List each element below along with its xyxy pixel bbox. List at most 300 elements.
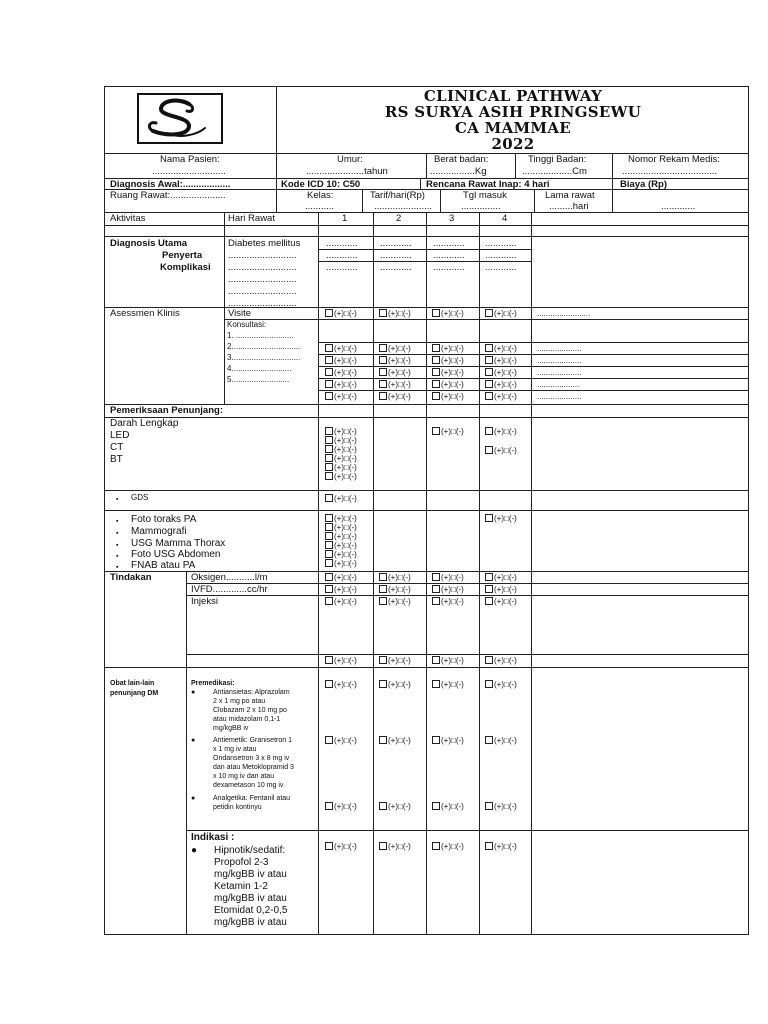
checkbox-plus-minus[interactable] [432,344,464,354]
checkbox-plus-minus[interactable] [379,368,411,378]
checkbox-square-icon[interactable] [379,597,387,605]
checkbox-plus-minus[interactable] [379,656,411,666]
checkbox-plus-minus[interactable] [325,597,357,607]
checkbox-square-icon[interactable] [379,368,387,376]
nama-pasien-label: Nama Pasien: [160,154,220,165]
checkbox-plus-minus[interactable] [325,842,357,852]
berat-badan-field[interactable]: .................Kg [430,166,487,177]
checkbox-square-icon[interactable] [325,523,333,531]
checkbox-plus-minus[interactable] [379,597,411,607]
biaya-field[interactable]: ............. [661,201,696,212]
checkbox-square-icon[interactable] [325,309,333,317]
row-line [318,366,749,367]
visite-label: Visite [228,308,252,319]
checkbox-square-icon[interactable] [325,585,333,593]
checkbox-square-icon[interactable] [485,585,493,593]
checkbox-label: (+)□(-) [441,802,464,811]
checkbox-square-icon[interactable] [432,597,440,605]
checkbox-square-icon[interactable] [379,380,387,388]
checkbox-plus-minus[interactable] [485,802,517,812]
checkbox-label: (+)□(-) [334,445,357,454]
imaging-item: FNAB atau PA [131,560,196,571]
diagnosis-item[interactable]: .......................... [228,274,297,285]
checkbox-plus-minus[interactable] [379,344,411,354]
checkbox-label: (+)□(-) [334,573,357,582]
checkbox-plus-minus[interactable] [379,680,411,690]
checkbox-label: (+)□(-) [388,842,411,851]
checkbox-square-icon[interactable] [325,597,333,605]
umur-label: Umur: [337,154,363,165]
day-4: 4 [502,213,508,224]
checkbox-square-icon[interactable] [325,550,333,558]
tindakan-item: Injeksi [191,596,218,607]
checkbox-square-icon[interactable] [485,344,493,352]
kelas-label: Kelas: [307,190,334,201]
checkbox-plus-minus[interactable] [325,368,357,378]
checkbox-square-icon[interactable] [432,356,440,364]
diagnosis-item: Diabetes mellitus [228,238,301,249]
checkbox-label: (+)□(-) [494,802,517,811]
checkbox-label: (+)□(-) [388,392,411,401]
checkbox-label: (+)□(-) [441,585,464,594]
premedikasi-label: Premedikasi: [191,680,235,687]
checkbox-plus-minus[interactable] [432,392,464,402]
tindakan-item[interactable]: IVFD.............cc/hr [191,584,268,595]
checkbox-label: (+)□(-) [441,427,464,436]
checkbox-plus-minus[interactable] [485,514,517,524]
day-2: 2 [396,213,402,224]
konsultasi-note[interactable]: .................... [537,356,582,365]
title-line-4: 2022 [491,135,535,153]
premed-line: 2 x 1 mg po atau [213,698,266,705]
checkbox-label: (+)□(-) [334,392,357,401]
checkbox-square-icon[interactable] [325,802,333,810]
dx-dots[interactable]: ............ [485,250,517,261]
checkbox-square-icon[interactable] [379,842,387,850]
checkbox-square-icon[interactable] [379,680,387,688]
checkbox-plus-minus[interactable] [432,356,464,366]
day-1: 1 [342,213,348,224]
title-line-2: RS SURYA ASIH PRINGSEWU [384,103,642,121]
checkbox-square-icon[interactable] [325,532,333,540]
ruang-rawat[interactable]: Ruang Rawat:..................... [110,190,226,201]
checkbox-label: (+)□(-) [334,344,357,353]
checkbox-square-icon[interactable] [325,736,333,744]
checkbox-square-icon[interactable] [379,736,387,744]
rekam-medis-field[interactable]: .................................... [622,166,718,177]
checkbox-plus-minus[interactable] [325,494,357,504]
checkbox-plus-minus[interactable] [485,392,517,402]
row-line [186,595,749,596]
dx-dots[interactable]: ............ [433,238,465,249]
checkbox-square-icon[interactable] [485,597,493,605]
checkbox-plus-minus[interactable] [379,802,411,812]
checkbox-square-icon[interactable] [325,356,333,364]
checkbox-plus-minus[interactable] [325,802,357,812]
checkbox-plus-minus[interactable] [325,344,357,354]
checkbox-square-icon[interactable] [379,656,387,664]
tgl-masuk-field[interactable]: ............... [461,201,501,212]
indikasi-label: Indikasi : [191,832,235,843]
dx-dots[interactable]: ............ [380,250,412,261]
checkbox-square-icon[interactable] [325,380,333,388]
checkbox-plus-minus[interactable] [379,392,411,402]
row-line [318,390,749,391]
checkbox-plus-minus[interactable] [325,680,357,690]
premed-line: dan atau Metoklopramid 3 [213,764,294,771]
premed-line: petidin kontinyu [213,804,262,811]
visite-note[interactable]: ........................ [537,309,591,318]
checkbox-square-icon[interactable] [485,356,493,364]
checkbox-square-icon[interactable] [379,585,387,593]
checkbox-square-icon[interactable] [379,802,387,810]
checkbox-plus-minus[interactable] [325,309,357,319]
lab-item: LED [110,430,130,441]
checkbox-plus-minus[interactable] [432,680,464,690]
tarif-field[interactable]: ...................... [374,201,433,212]
col-line [373,212,374,935]
biaya-label: Biaya (Rp) [620,179,667,190]
checkbox-label: (+)□(-) [494,842,517,851]
checkbox-plus-minus[interactable] [432,802,464,812]
checkbox-square-icon[interactable] [325,559,333,567]
checkbox-label: (+)□(-) [388,573,411,582]
checkbox-label: (+)□(-) [441,656,464,665]
checkbox-plus-minus[interactable] [432,597,464,607]
komplikasi-label: Komplikasi [160,262,211,273]
checkbox-label: (+)□(-) [441,368,464,377]
kode-icd: Kode ICD 10: C50 [281,179,361,190]
checkbox-label: (+)□(-) [441,680,464,689]
diagnosis-item[interactable]: .......................... [228,250,297,261]
checkbox-label: (+)□(-) [334,427,357,436]
checkbox-plus-minus[interactable] [325,392,357,402]
checkbox-label: (+)□(-) [441,736,464,745]
checkbox-square-icon[interactable] [485,842,493,850]
bullet-icon: ▪ [116,496,119,503]
checkbox-square-icon[interactable] [379,356,387,364]
diagnosis-item[interactable]: .......................... [228,286,297,297]
checkbox-plus-minus[interactable] [325,656,357,666]
checkbox-label: (+)□(-) [494,585,517,594]
bullet-icon: ● [191,845,198,856]
col-line [479,212,480,935]
dx-dots[interactable]: ............ [433,262,465,273]
checkbox-square-icon[interactable] [432,380,440,388]
checkbox-plus-minus[interactable] [485,656,517,666]
checkbox-square-icon[interactable] [325,680,333,688]
dx-dots[interactable]: ............ [326,250,358,261]
checkbox-label: (+)□(-) [388,380,411,389]
checkbox-label: (+)□(-) [494,656,517,665]
checkbox-label: (+)□(-) [494,392,517,401]
title-line-3: CA MAMMAE [454,119,572,137]
indikasi-line: Hipnotik/sedatif: [214,845,286,856]
tindakan-item[interactable]: Oksigen...........l/m [191,572,268,583]
imaging-item: Foto USG Abdomen [131,549,221,560]
dx-dots[interactable]: ............ [380,238,412,249]
konsultasi-note[interactable]: .................... [537,392,582,401]
checkbox-plus-minus[interactable] [485,446,517,456]
checkbox-square-icon[interactable] [432,573,440,581]
tgl-masuk-label: Tgl masuk [463,190,507,201]
checkbox-plus-minus[interactable] [379,356,411,366]
konsultasi-note[interactable]: .................... [537,368,582,377]
checkbox-label: (+)□(-) [494,736,517,745]
checkbox-plus-minus[interactable] [432,309,464,319]
checkbox-plus-minus[interactable] [485,736,517,746]
col-line [515,153,516,178]
checkbox-square-icon[interactable] [485,514,493,522]
checkbox-plus-minus[interactable] [325,356,357,366]
checkbox-plus-minus[interactable] [485,585,517,595]
checkbox-label: (+)□(-) [334,494,357,503]
indikasi-line: mg/kgBB iv atau [214,869,287,880]
konsultasi-item[interactable]: 2............................... [227,342,301,351]
checkbox-label: (+)□(-) [388,585,411,594]
checkbox-square-icon[interactable] [325,573,333,581]
checkbox-plus-minus[interactable] [485,680,517,690]
diagnosis-item[interactable]: .......................... [228,262,297,273]
umur-field[interactable]: ......................tahun [306,166,388,177]
checkbox-plus-minus[interactable] [485,380,517,390]
day-3: 3 [449,213,455,224]
col-line [531,212,532,935]
checkbox-square-icon[interactable] [485,573,493,581]
checkbox-square-icon[interactable] [432,585,440,593]
imaging-item: Foto toraks PA [131,514,197,525]
checkbox-label: (+)□(-) [334,802,357,811]
checkbox-plus-minus[interactable] [379,585,411,595]
checkbox-square-icon[interactable] [325,514,333,522]
checkbox-plus-minus[interactable] [432,573,464,583]
checkbox-square-icon[interactable] [325,392,333,400]
checkbox-label: (+)□(-) [494,309,517,318]
indikasi-line: Propofol 2-3 [214,857,269,868]
tinggi-badan-field[interactable]: ...................Cm [522,166,587,177]
checkbox-plus-minus[interactable] [379,573,411,583]
indikasi-line: mg/kgBB iv atau [214,917,287,928]
checkbox-plus-minus[interactable] [379,842,411,852]
checkbox-label: (+)□(-) [334,514,357,523]
dx-dots[interactable]: ............ [485,262,517,273]
checkbox-square-icon[interactable] [485,736,493,744]
checkbox-label: (+)□(-) [334,736,357,745]
premed-line: mg/kgBB iv [213,725,249,732]
checkbox-square-icon[interactable] [325,463,333,471]
nama-pasien-field[interactable]: ............................ [152,166,226,177]
checkbox-label: (+)□(-) [441,392,464,401]
row-line [186,830,749,831]
tindakan-label: Tindakan [110,572,152,583]
checkbox-plus-minus[interactable] [325,736,357,746]
premed-line: Ondansetron 3 x 8 mg iv [213,755,290,762]
dx-dots[interactable]: ............ [380,262,412,273]
checkbox-square-icon[interactable] [325,494,333,502]
berat-badan-label: Berat badan: [434,154,489,165]
diagnosis-utama-label: Diagnosis Utama [110,238,188,249]
checkbox-square-icon[interactable] [432,344,440,352]
checkbox-square-icon[interactable] [325,656,333,664]
checkbox-label: (+)□(-) [388,736,411,745]
checkbox-square-icon[interactable] [485,656,493,664]
diagnosis-awal[interactable]: Diagnosis Awal:.................. [110,179,231,190]
lab-item: Darah Lengkap [110,418,179,429]
dx-dots[interactable]: ............ [326,262,358,273]
checkbox-plus-minus[interactable] [432,736,464,746]
checkbox-label: (+)□(-) [494,597,517,606]
checkbox-square-icon[interactable] [432,368,440,376]
checkbox-label: (+)□(-) [441,356,464,365]
checkbox-square-icon[interactable] [325,344,333,352]
diagnosis-item[interactable]: .......................... [228,298,297,309]
checkbox-plus-minus[interactable] [485,309,517,319]
checkbox-square-icon[interactable] [379,309,387,317]
premed-line: dexametason 10 mg iv [213,782,284,789]
checkbox-plus-minus[interactable] [379,736,411,746]
checkbox-plus-minus[interactable] [485,573,517,583]
checkbox-plus-minus[interactable] [432,427,464,437]
row-line [186,654,749,655]
premed-line: x 1 mg iv atau [213,746,257,753]
col-line [318,212,319,935]
checkbox-square-icon[interactable] [432,736,440,744]
konsultasi-note[interactable]: .................... [537,344,582,353]
checkbox-square-icon[interactable] [485,309,493,317]
checkbox-square-icon[interactable] [432,309,440,317]
imaging-item: Mammografi [131,526,187,537]
konsultasi-item[interactable]: 5.......................... [227,375,290,384]
checkbox-square-icon[interactable] [432,802,440,810]
premed-line: Clobazam 2 x 10 mg po [213,707,287,714]
col-line [440,189,441,212]
rencana-rawat: Rencana Rawat Inap: 4 hari [426,179,550,190]
checkbox-square-icon[interactable] [485,427,493,435]
konsultasi-item[interactable]: 1. .......................... [227,331,294,340]
checkbox-label: (+)□(-) [334,368,357,377]
checkbox-square-icon[interactable] [325,427,333,435]
checkbox-plus-minus[interactable] [325,472,357,482]
col-line [186,571,187,935]
checkbox-plus-minus[interactable] [485,842,517,852]
konsultasi-item[interactable]: 3............................... [227,353,301,362]
kelas-field[interactable]: ........... [305,201,335,212]
bullet-icon: ▪ [116,564,119,571]
checkbox-square-icon[interactable] [432,680,440,688]
checkbox-square-icon[interactable] [325,368,333,376]
title-line-1: CLINICAL PATHWAY [423,87,603,105]
lab-item: BT [110,454,123,465]
checkbox-square-icon[interactable] [379,573,387,581]
checkbox-square-icon[interactable] [485,446,493,454]
checkbox-square-icon[interactable] [432,392,440,400]
checkbox-square-icon[interactable] [485,392,493,400]
checkbox-label: (+)□(-) [334,680,357,689]
checkbox-square-icon[interactable] [379,392,387,400]
checkbox-plus-minus[interactable] [485,368,517,378]
hospital-logo [137,93,223,144]
checkbox-label: (+)□(-) [334,380,357,389]
checkbox-square-icon[interactable] [432,427,440,435]
checkbox-plus-minus[interactable] [379,380,411,390]
checkbox-label: (+)□(-) [334,523,357,532]
checkbox-square-icon[interactable] [325,541,333,549]
checkbox-plus-minus[interactable] [485,427,517,437]
indikasi-line: Etomidat 0,2-0,5 [214,905,288,916]
konsultasi-note[interactable]: ................... [537,380,580,389]
checkbox-plus-minus[interactable] [485,597,517,607]
checkbox-plus-minus[interactable] [485,356,517,366]
tinggi-badan-label: Tinggi Badan: [528,154,587,165]
checkbox-label: (+)□(-) [388,356,411,365]
checkbox-plus-minus[interactable] [432,842,464,852]
checkbox-label: (+)□(-) [388,656,411,665]
lama-rawat-field[interactable]: .........hari [549,201,589,212]
checkbox-plus-minus[interactable] [325,559,357,569]
indikasi-line: mg/kgBB iv atau [214,893,287,904]
checkbox-square-icon[interactable] [325,472,333,480]
checkbox-label: (+)□(-) [334,472,357,481]
pemeriksaan-header: Pemeriksaan Penunjang: [110,405,223,416]
checkbox-label: (+)□(-) [334,842,357,851]
checkbox-label: (+)□(-) [388,802,411,811]
dx-dots[interactable]: ............ [433,250,465,261]
bullet-icon: ▪ [116,518,119,525]
checkbox-label: (+)□(-) [334,532,357,541]
obat-label: Obat lain-lain [110,680,155,687]
row-line [224,319,749,320]
konsultasi-item[interactable]: 4........................... [227,364,292,373]
checkbox-label: (+)□(-) [494,514,517,523]
checkbox-square-icon[interactable] [432,842,440,850]
checkbox-plus-minus[interactable] [432,380,464,390]
checkbox-square-icon[interactable] [485,802,493,810]
checkbox-square-icon[interactable] [485,380,493,388]
checkbox-plus-minus[interactable] [485,344,517,354]
checkbox-square-icon[interactable] [485,680,493,688]
obat-label-2: penunjang DM [110,690,159,697]
checkbox-plus-minus[interactable] [325,573,357,583]
checkbox-square-icon[interactable] [325,436,333,444]
checkbox-plus-minus[interactable] [379,309,411,319]
premed-line: Analgetika: Fentanil atau [213,795,291,802]
checkbox-label: (+)□(-) [334,656,357,665]
checkbox-square-icon[interactable] [325,445,333,453]
checkbox-square-icon[interactable] [325,454,333,462]
col-line [534,189,535,212]
checkbox-plus-minus[interactable] [432,656,464,666]
aktivitas-label: Aktivitas [110,213,146,224]
checkbox-label: (+)□(-) [494,344,517,353]
row-line [318,342,749,343]
checkbox-plus-minus[interactable] [432,368,464,378]
checkbox-square-icon[interactable] [379,344,387,352]
checkbox-label: (+)□(-) [494,427,517,436]
checkbox-square-icon[interactable] [485,368,493,376]
indikasi-line: Ketamin 1-2 [214,881,268,892]
konsultasi-label: Konsultasi: [227,320,267,329]
checkbox-plus-minus[interactable] [432,585,464,595]
checkbox-plus-minus[interactable] [325,380,357,390]
dx-dots[interactable]: ............ [326,238,358,249]
premed-line: x 10 mg iv dan atau [213,773,275,780]
dx-dots[interactable]: ............ [485,238,517,249]
row-line [186,583,749,584]
checkbox-plus-minus[interactable] [325,585,357,595]
checkbox-label: (+)□(-) [334,454,357,463]
checkbox-square-icon[interactable] [325,842,333,850]
checkbox-square-icon[interactable] [432,656,440,664]
